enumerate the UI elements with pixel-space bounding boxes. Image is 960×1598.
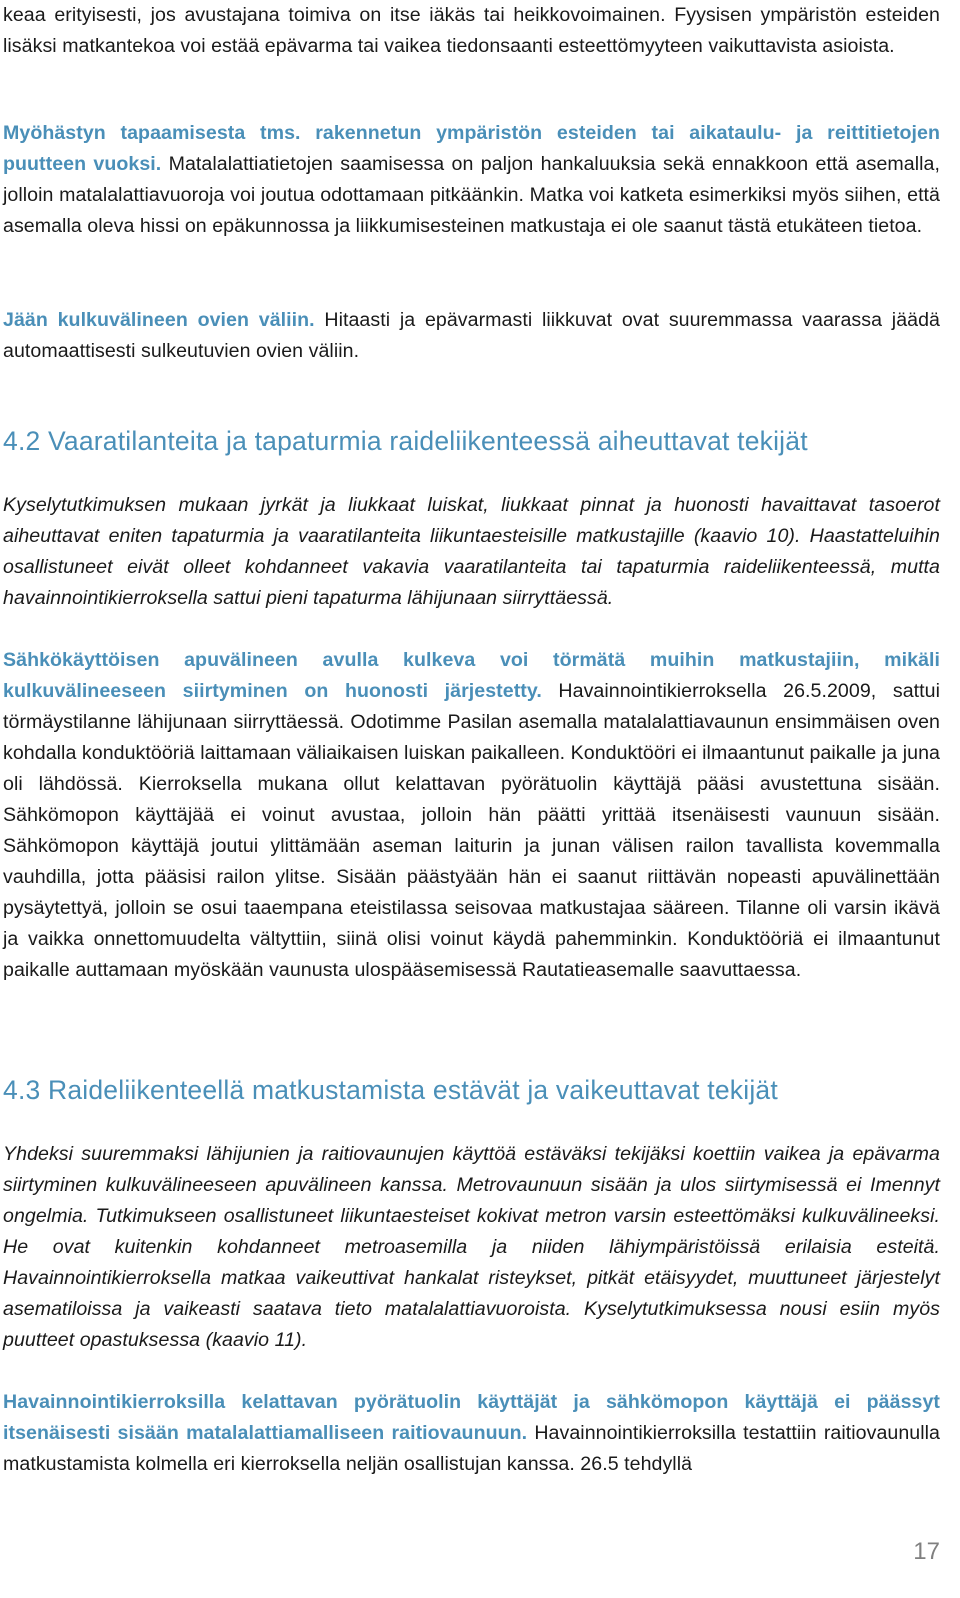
paragraph-obstacles-text: Yhdeksi suuremmaksi lähijunien ja raitiovaunujen käyttöä estäväksi tekijäksi koettiin vaikea ja epävarma siirtyminen kulkuvälineeseen apuvälineen kanssa. Metrovaunuun sisään ja ulos siirtymisessä ei Imennyt ongelmia. Tutkimukseen osallistuneet liikuntaesteiset kokivat metron varsin esteettömäksi kulkuvälineeksi. He ovat kuitenkin kohdanneet metroasemilla ja niiden lähiympäristöissä erilaisia esteitä. Havainnointikierroksella matkaa vaikeuttivat hankalat risteykset, pitkät etäisyydet, muuttuneet järjestelyt asematiloissa ja vaikeasti saatava tieto matalalattiavuoroista. Kyselytutkimuksessa nousi esiin myös puutteet opastuksessa (kaavio 11). [3,1143,940,1351]
paragraph-electric-scooter-lead: Sähkökäyttöisen apuvälineen avulla kulkeva voi törmätä muihin matkustajiin, mikäli kulkuvälineeseen siirtyminen on huonosti järjestetty. [3,649,940,702]
paragraph-tram-lead: Havainnointikierroksilla kelattavan pyörätuolin käyttäjät ja sähkömopon käyttäjä ei päässyt itsenäisesti sisään matalalattiamalliseen raitiovaunuun. [3,1391,940,1444]
paragraph-doors-text: Hitaasti ja epävarmasti liikkuvat ovat suuremmassa vaarassa jäädä automaattisesti sulkeutuvien ovien väliin. [3,309,940,362]
paragraph-late-meeting-lead: Myöhästyn tapaamisesta tms. rakennetun ympäristön esteiden tai aikataulu- ja reittitietojen puutteen vuoksi. [3,122,940,175]
paragraph-doors-lead: Jään kulkuvälineen ovien väliin. [3,309,315,331]
paragraph-obstacles [3,1139,940,1356]
paragraph-late-meeting [3,118,940,242]
section-heading-4-2: 4.2 Vaaratilanteita ja tapaturmia raideliikenteessä aiheuttavat tekijät [3,426,808,456]
paragraph-tram-text: Havainnointikierroksilla testattiin raitiovaunulla matkustamista kolmella eri kierroksella neljän osallistujan kanssa. 26.5 tehdyllä [3,1422,940,1475]
paragraph-tram [3,1387,940,1480]
paragraph-late-meeting-text: Matalalattiatietojen saamisessa on paljon hankaluuksia sekä ennakkoon että asemalla, jolloin matalalattiavuoroja voi joutua odottamaan pitkäänkin. Matka voi katketa esimerkiksi myös siihen, että asemalla oleva hissi on epäkunnossa ja liikkumisesteinen matkustaja ei ole saanut tästä etukäteen tietoa. [3,153,940,237]
paragraph-survey-accidents-text: Kyselytutkimuksen mukaan jyrkät ja liukkaat luiskat, liukkaat pinnat ja huonosti havaittavat tasoerot aiheuttavat eniten tapaturmia ja vaaratilanteita liikuntaesteisille matkustajille (kaavio 10). Haastatteluihin osallistuneet eivät olleet kohdanneet vakavia vaaratilanteita tai tapaturmia raideliikenteessä, mutta havainnointikierroksella sattui pieni tapaturma lähijunaan siirryttäessä. [3,494,940,609]
paragraph-intro [3,0,940,62]
paragraph-electric-scooter [3,645,940,986]
section-heading-4-3: 4.3 Raideliikenteellä matkustamista estävät ja vaikeuttavat tekijät [3,1075,778,1105]
paragraph-survey-accidents [3,490,940,614]
paragraph-intro-text: keaa erityisesti, jos avustajana toimiva on itse iäkäs tai heikkovoimainen. Fyysisen ympäristön esteiden lisäksi matkantekoa voi estää epävarma tai vaikea tiedonsaanti esteettömyyteen vaikuttavista asioista. [3,4,940,57]
paragraph-electric-scooter-text: Havainnointikierroksella 26.5.2009, sattui törmäystilanne lähijunaan siirryttäessä. Odotimme Pasilan asemalla matalalattiavaunun ensimmäisen oven kohdalla konduktööriä laittamaan väliaikaisen luiskan paikalleen. Konduktööri ei ilmaantunut paikalle ja juna oli lähdössä. Kierroksella mukana ollut kelattavan pyörätuolin käyttäjä pääsi avustettuna sisään. Sähkömopon käyttäjää ei voinut avustaa, jolloin hän päätti yrittää itsenäisesti vaunuun sisään. Sähkömopon käyttäjä joutui ylittämään aseman laiturin ja junan välisen railon tavallista kovemmalla vauhdilla, jotta pääsisi railon ylitse. Sisään päästyään hän ei saanut riittävän nopeasti apuvälinettään pysäytettyä, jolloin se osui taaempana eteistilassa seisovaa matkustajaa sääreen. Tilanne oli varsin ikävä ja vaikka onnettomuudelta vältyttiin, siinä olisi voinut käydä pahemminkin. Konduktööriä ei ilmaantunut paikalle auttamaan myöskään vaunusta ulospääsemisessä Rautatieasemalle saavuttaessa. [3,680,940,981]
paragraph-doors [3,305,940,367]
page-number: 17 [913,1538,940,1565]
